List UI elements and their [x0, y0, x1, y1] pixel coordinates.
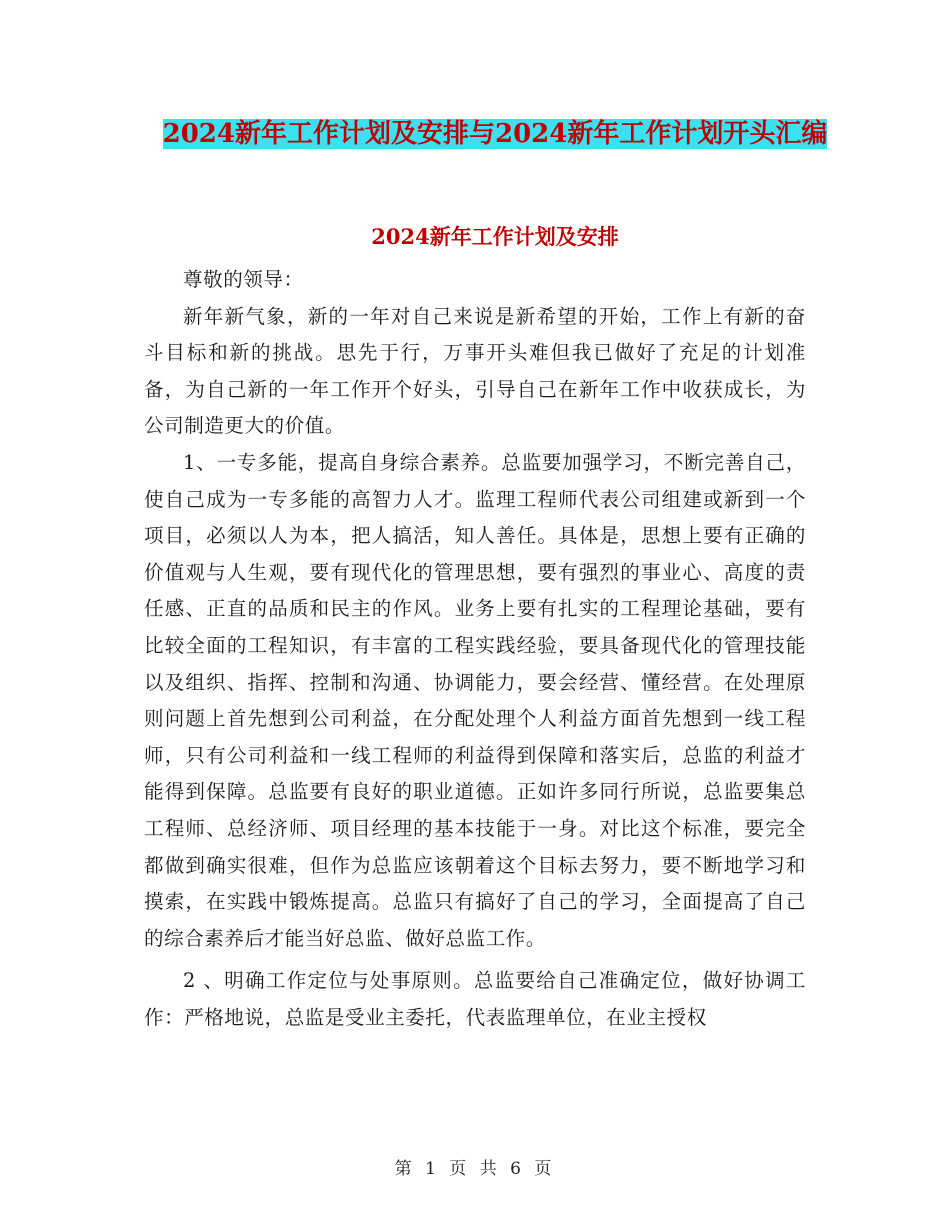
salutation: 尊敬的领导：: [183, 268, 304, 291]
page-footer: 第 1 页 共 6 页: [394, 1159, 556, 1179]
document-body: [144, 262, 806, 1036]
document-title: [140, 112, 850, 156]
paragraph-point-2: 2 、明确工作定位与处事原则。总监要给自己准确定位，做好协调工作：严格地说，总监是受业主委托，代表监理单位，在业主授权: [144, 969, 806, 1029]
section-title: 2024新年工作计划及安排: [371, 224, 619, 249]
paragraph-intro: 新年新气象，新的一年对自己来说是新希望的开始，工作上有新的奋斗目标和新的挑战。思先于行，万事开头难但我已做好了充足的计划准备，为自己新的一年工作开个好头，引导自己在新年工作中收获成长，为公司制造更大的价值。: [144, 304, 806, 438]
title-highlight: 2024新年工作计划及安排与2024新年工作计划开头汇编: [162, 119, 828, 149]
paragraph-point-1: 1、一专多能，提高自身综合素养。总监要加强学习，不断完善自己，使自己成为一专多能的高智力人才。监理工程师代表公司组建或新到一个项目，必须以人为本，把人搞活，知人善任。具体是，思想上要有正确的价值观与人生观，要有现代化的管理思想，要有强烈的事业心、高度的责任感、正直的品质和民主的作风。业务上要有扎实的工程理论基础，要有比较全面的工程知识，有丰富的工程实践经验，要具备现代化的管理技能以及组织、指挥、控制和沟通、协调能力，要会经营、懂经营。在处理原则问题上首先想到公司利益，在分配处理个人利益方面首先想到一线工程师，只有公司利益和一线工程师的利益得到保障和落实后，总监的利益才能得到保障。总监要有良好的职业道德。正如许多同行所说，总监要集总工程师、总经济师、项目经理的基本技能于一身。对比这个标准，要完全都做到确实很难，但作为总监应该朝着这个目标去努力，要不断地学习和摸索，在实践中锻炼提高。总监只有搞好了自己的学习，全面提高了自己的综合素养后才能当好总监、做好总监工作。: [144, 450, 806, 950]
